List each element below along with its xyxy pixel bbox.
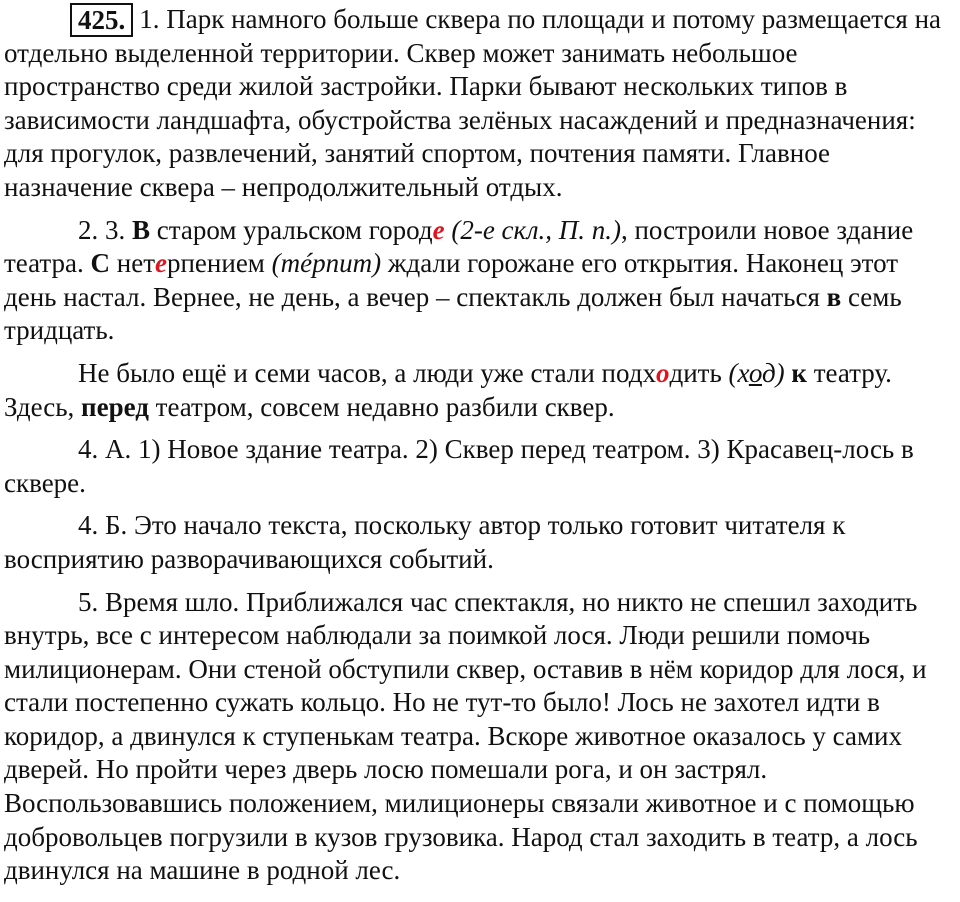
answer-part-2-3-cont xyxy=(4,357,956,424)
answer-part-5: 5. Время шло. Приближался час спектакля, но никто не спешил заходить внутрь, все с интересом наблюдали за поимкой лося. Люди решили помочь милиционерам. Они стеной обступили сквер, оставив в нём коридор для лося, и стали постепенно сужать кольцо. Но не тут-то было! Лось не захотел идти в коридор, а двинулся к ступенькам театра. Вскоре животное оказалось у самих дверей. Но пройти через дверь лосю помешали рога, и он застрял. Воспользовавшись положением, милиционеры связали животное и с помощью добровольцев погрузили в кузов грузовика. Народ стал заходить в театр, а лось двинулся на машине в родной лес. xyxy=(4,586,927,886)
text-run: театру. Здесь, xyxy=(4,357,892,422)
answer-label: 2. 3. xyxy=(78,214,132,245)
text-run: Не было ещё и семи часов, а люди уже стали подх xyxy=(78,357,656,388)
note-part: (х xyxy=(728,357,749,388)
text-run: дить xyxy=(669,357,729,388)
bold-preposition: к xyxy=(791,357,807,388)
bold-preposition: С xyxy=(90,248,111,279)
text-run: ждали горожане его открытия. Наконец этот день настал. Вернее, не день, а вечер – спектакль должен был начаться xyxy=(4,248,899,312)
check-word-note: (тéрпит) xyxy=(271,248,382,279)
text-run: нет xyxy=(110,248,155,279)
bold-preposition: в xyxy=(826,281,842,312)
answer-part-4b: 4. Б. Это начало текста, поскольку автор только готовит читателя к восприятию разворачивающихся событий. xyxy=(4,510,846,574)
highlighted-ending: е xyxy=(432,214,445,245)
underlined-vowel: о xyxy=(748,357,762,388)
answer-part-1 xyxy=(4,2,956,205)
check-word-note xyxy=(729,358,785,388)
answer-part-2-3 xyxy=(4,214,956,348)
highlighted-vowel: о xyxy=(655,357,670,388)
text-run: рпением xyxy=(166,248,272,279)
highlighted-vowel: е xyxy=(155,248,167,279)
text-run: семь тридцать. xyxy=(4,281,902,346)
answer-1-text: 1. Парк намного больше сквера по площади и потому размещается на отдельно выделенной территории. Сквер может занимать небольшое пространство среди жилой застройки. Парки бывают нескольких типов в зависимости ландшафта, обустройства зелёных насаждений и предназначения: для прогулок, развлечений, занятий спортом, почтения памяти. Главное назначение сквера – непродолжительный отдых. xyxy=(4,4,942,202)
text-run: старом уральском город xyxy=(150,214,433,245)
answer-part-4a: 4. А. 1) Новое здание театра. 2) Сквер перед театром. 3) Красавец-лось в сквере. xyxy=(4,434,914,498)
bold-preposition: В xyxy=(132,214,151,245)
note-part: д) xyxy=(762,357,785,388)
text-run: театром, совсем недавно разбили сквер. xyxy=(148,391,615,422)
text-run: , построили новое здание театра. xyxy=(4,214,914,279)
answer-page xyxy=(4,2,956,888)
bold-preposition: перед xyxy=(81,391,149,422)
task-number-badge: 425. xyxy=(70,3,133,37)
grammar-note: (2-е скл., П. п.) xyxy=(444,214,621,245)
